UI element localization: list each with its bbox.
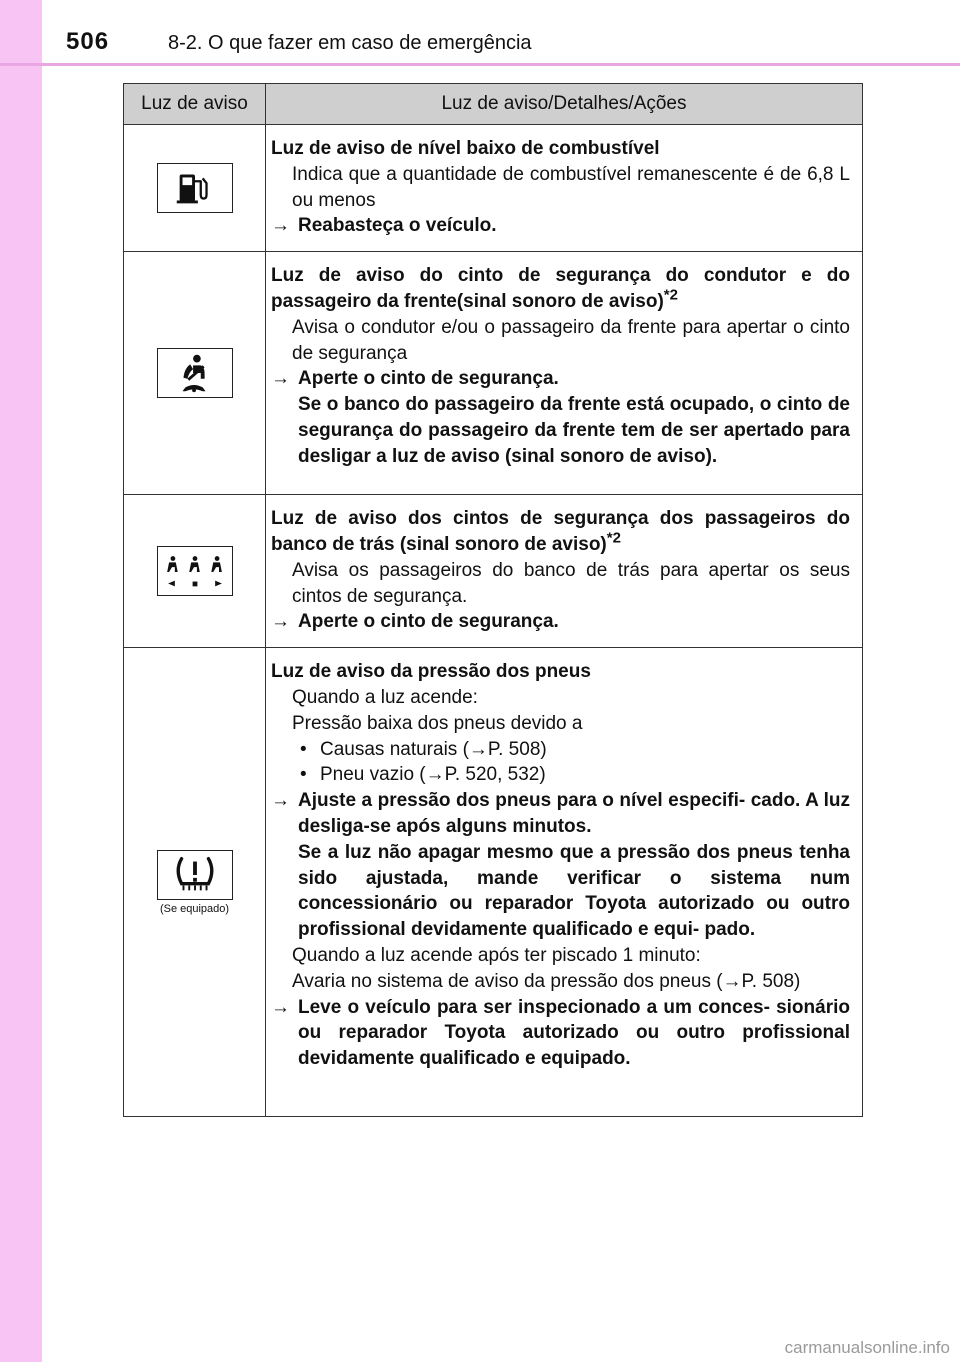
action-text: Aperte o cinto de segurança. bbox=[298, 368, 559, 390]
details-cell bbox=[266, 495, 863, 648]
warning-lights-table bbox=[123, 83, 863, 1117]
rear-seatbelts-icon bbox=[157, 546, 233, 596]
row-line: Pressão baixa dos pneus devido a bbox=[292, 712, 583, 734]
bullet-text: Pneu vazio (→P. 520, 532) bbox=[320, 764, 546, 786]
bullet-item bbox=[271, 762, 850, 788]
action-detail: Se a luz não apagar mesmo que a pressão dos pneus tenha sido ajustada, mande verificar o sistema num concessionário ou reparador Toyota autorizado ou outro profissional devidamente qualificado e equi- pado. bbox=[298, 841, 850, 941]
section-title: 8-2. O que fazer em caso de emergência bbox=[168, 32, 532, 54]
table-row bbox=[124, 125, 863, 252]
seatbelt-icon bbox=[157, 348, 233, 398]
icon-cell bbox=[124, 648, 266, 1117]
row-title-text: Luz de aviso dos cintos de segurança dos passageiros do banco de trás (sinal sonoro de aviso) bbox=[271, 508, 850, 555]
row-description: Avisa o condutor e/ou o passageiro da frente para apertar o cinto de segurança bbox=[292, 316, 850, 364]
row-title bbox=[271, 506, 850, 558]
watermark: carmanualsonline.info bbox=[784, 1338, 950, 1357]
action-line bbox=[271, 213, 850, 239]
arrow-glyph: → bbox=[271, 215, 290, 237]
footnote-marker: *2 bbox=[663, 286, 678, 304]
action-line bbox=[271, 609, 850, 635]
row-line: Avaria no sistema de aviso da pressão dos pneus (→P. 508) bbox=[292, 970, 801, 992]
table-header-row bbox=[124, 84, 863, 125]
arrow-glyph: → bbox=[271, 368, 290, 390]
bullet-item bbox=[271, 737, 850, 763]
row-title bbox=[271, 263, 850, 315]
arrow-glyph: → bbox=[271, 790, 290, 812]
column-header-details: Luz de aviso/Detalhes/Ações bbox=[266, 84, 863, 125]
icon-cell bbox=[124, 125, 266, 252]
row-description: Indica que a quantidade de combustível remanescente é de 6,8 L ou menos bbox=[292, 163, 850, 211]
bullet-glyph: • bbox=[300, 764, 307, 786]
table-row bbox=[124, 252, 863, 495]
bullet-glyph: • bbox=[300, 738, 307, 760]
fuel-pump-icon bbox=[157, 163, 233, 213]
action-text: Ajuste a pressão dos pneus para o nível especifi- cado. A luz desliga-se após alguns minutos. bbox=[298, 790, 850, 837]
header-rule bbox=[0, 63, 960, 66]
row-title: Luz de aviso da pressão dos pneus bbox=[271, 661, 591, 683]
page-sidebar bbox=[0, 0, 42, 1362]
row-title: Luz de aviso de nível baixo de combustível bbox=[271, 138, 660, 159]
action-text: Leve o veículo para ser inspecionado a um conces- sionário ou reparador Toyota autorizado ou outro profissional devidamente qualificado e equipado. bbox=[298, 996, 850, 1070]
page-number: 506 bbox=[66, 28, 110, 55]
details-cell bbox=[266, 252, 863, 495]
footnote-marker: *2 bbox=[606, 529, 621, 547]
action-text: Reabasteça o veículo. bbox=[298, 215, 497, 237]
action-text: Aperte o cinto de segurança. bbox=[298, 611, 559, 633]
bullet-text: Causas naturais (→P. 508) bbox=[320, 738, 547, 760]
table-row bbox=[124, 648, 863, 1117]
column-header-light: Luz de aviso bbox=[124, 84, 266, 125]
icon-note: (Se equipado) bbox=[159, 902, 230, 915]
action-detail: Se o banco do passageiro da frente está ocupado, o cinto de segurança do passageiro da frente tem de ser apertado para desligar a luz de aviso (sinal sonoro de aviso). bbox=[298, 394, 850, 467]
row-description: Avisa os passageiros do banco de trás para apertar os seus cintos de segurança. bbox=[292, 559, 850, 607]
row-title-text: Luz de aviso do cinto de segurança do condutor e do passageiro da frente(sinal sonoro de aviso) bbox=[271, 265, 850, 312]
action-line bbox=[271, 788, 850, 840]
icon-cell bbox=[124, 252, 266, 495]
row-line: Quando a luz acende: bbox=[292, 686, 478, 708]
arrow-glyph: → bbox=[271, 996, 290, 1018]
action-line bbox=[271, 366, 850, 392]
icon-cell bbox=[124, 495, 266, 648]
action-line bbox=[271, 995, 850, 1072]
details-cell bbox=[266, 125, 863, 252]
tire-pressure-icon bbox=[157, 850, 233, 900]
page-header bbox=[0, 0, 960, 62]
table-row bbox=[124, 495, 863, 648]
row-line: Quando a luz acende após ter piscado 1 minuto: bbox=[292, 944, 701, 966]
arrow-glyph: → bbox=[271, 611, 290, 633]
details-cell bbox=[266, 648, 863, 1117]
